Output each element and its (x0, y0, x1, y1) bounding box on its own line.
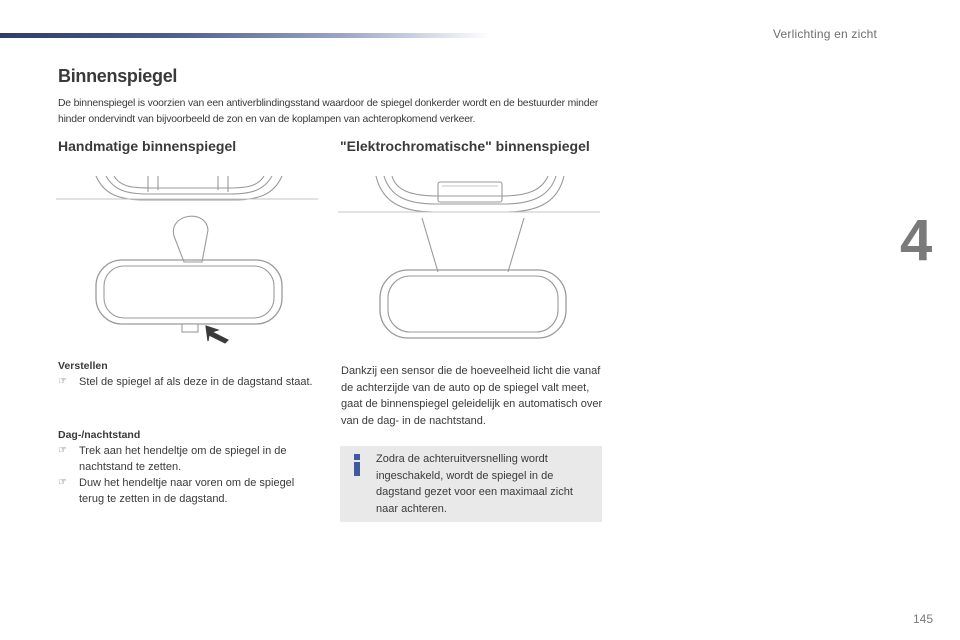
day-night-heading: Dag-/nachtstand (58, 429, 141, 441)
bullet-text: Stel de spiegel af als deze in de dagstand staat. (79, 376, 313, 388)
chapter-title: Verlichting en zicht (773, 27, 878, 41)
bullet-text: Duw het hendeltje naar voren om de spiegel terug te zetten in de dagstand. (79, 477, 295, 505)
info-note-text: Zodra de achteruitversnelling wordt ingeschakeld, wordt de spiegel in de dagstand gezet voor een maximaal zicht naar achteren. (376, 453, 573, 515)
info-icon (350, 454, 364, 476)
intro-paragraph: De binnenspiegel is voorzien van een antiverblindingsstand waardoor de spiegel donkerder wordt en de bestuurder minder hinder ondervindt van bijvoorbeeld de zon en van de koplampen van achteropkomend verkeer. (58, 98, 599, 125)
page-number: 145 (913, 612, 934, 626)
chapter-number: 4 (900, 208, 933, 273)
header-accent-bar (0, 33, 490, 38)
list-item (58, 374, 318, 390)
list-item (58, 443, 320, 475)
info-note (340, 446, 602, 522)
bullet-text: Trek aan het hendeltje om de spiegel in de nachtstand te zetten. (79, 445, 287, 473)
manual-mirror-heading: Handmatige binnenspiegel (58, 138, 237, 154)
pointing-hand-icon: ☞ (58, 445, 67, 456)
pointing-hand-icon: ☞ (58, 477, 67, 488)
electrochromic-mirror-heading: "Elektrochromatische" binnenspiegel (340, 138, 590, 154)
pointing-hand-icon: ☞ (58, 376, 67, 387)
electrochromic-rear-view-mirror-icon (338, 172, 602, 348)
list-item (58, 475, 320, 507)
page-title: Binnenspiegel (58, 66, 178, 86)
manual-rear-view-mirror-icon (56, 172, 320, 348)
adjust-heading: Verstellen (58, 360, 108, 372)
electrochromic-description: Dankzij een sensor die de hoeveelheid licht die vanaf de achterzijde van de auto op de spiegel valt meet, gaat de binnenspiegel geleidelijk en automatisch over van de dag- in de nachtstand. (341, 365, 603, 427)
